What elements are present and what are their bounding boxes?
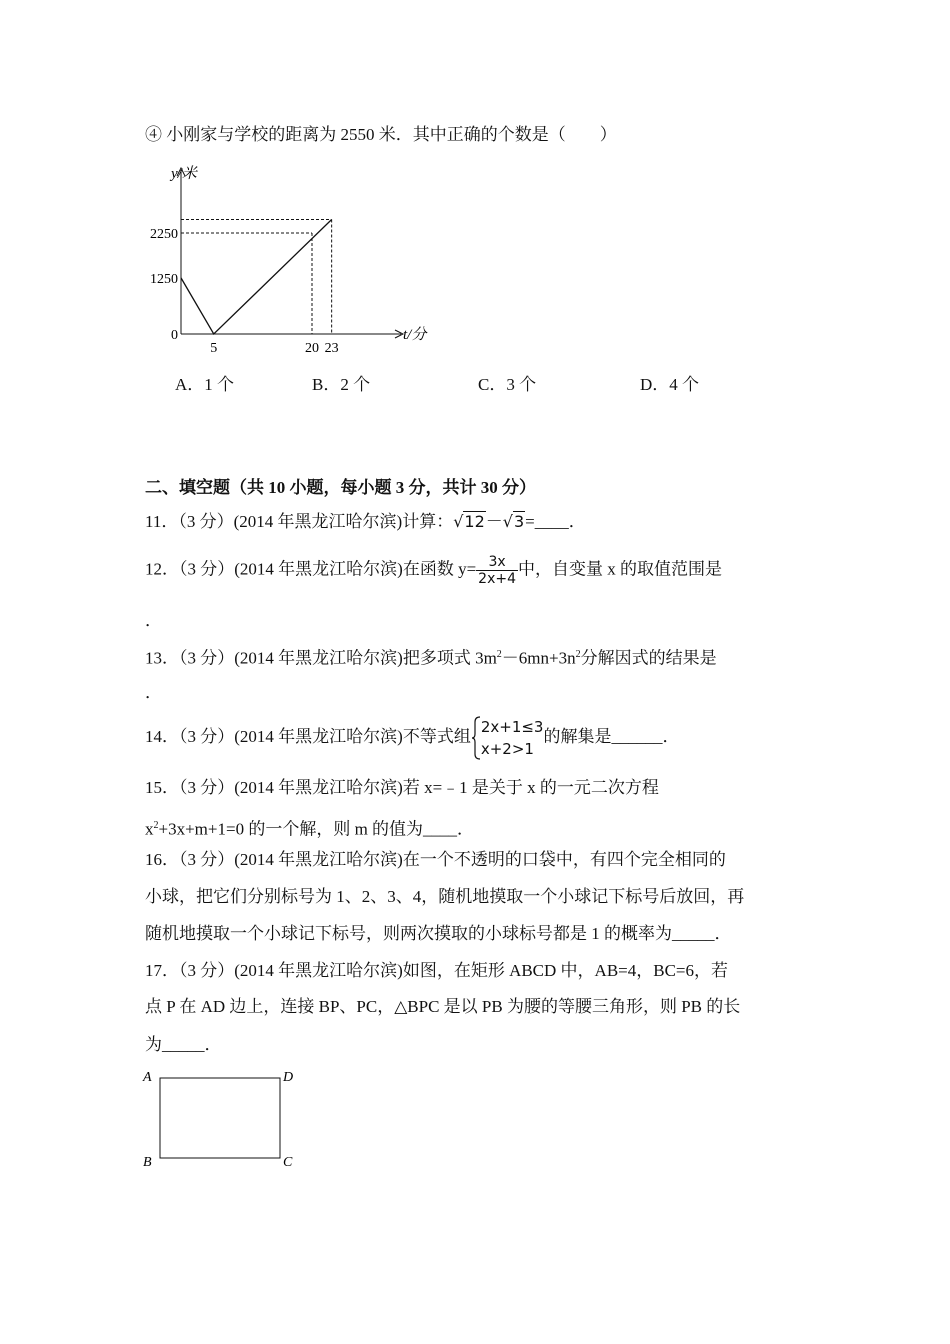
q17-line3: 为_____． xyxy=(145,1035,222,1054)
q16-line3: 随机地摸取一个小球记下标号，则两次摸取的小球标号都是 1 的概率为_____． xyxy=(145,924,732,943)
q16-line1: 16．（3 分）(2014 年黑龙江哈尔滨)在一个不透明的口袋中，有四个完全相同的 xyxy=(145,850,726,869)
q13-prefix: 13．（3 分）(2014 年黑龙江哈尔滨)把多项式 3m xyxy=(145,648,497,668)
label-d: D xyxy=(283,1070,294,1085)
option-c: C．3 个 xyxy=(478,375,537,394)
q15-sup: 2 xyxy=(153,820,159,831)
x-tick-23: 23 xyxy=(324,341,339,356)
option-b: B．2 个 xyxy=(312,375,371,394)
rectangle-abcd xyxy=(160,1078,280,1158)
sqrt-12-radicand: 12 xyxy=(464,512,485,531)
q15-x: x xyxy=(145,819,154,839)
q12-suffix: 中，自变量 x 的取值范围是 xyxy=(518,559,723,579)
q12-denominator: 2x+4 xyxy=(478,571,517,587)
q17-line1: 17．（3 分）(2014 年黑龙江哈尔滨)如图，在矩形 ABCD 中，AB=4，BC=6，若 xyxy=(145,961,729,980)
q10-tail: ④ 小刚家与学校的距离为 2550 米．其中正确的个数是（ ） xyxy=(145,125,617,144)
q17-line2: 点 P 在 AD 边上，连接 BP、PC，△BPC 是以 PB 为腰的等腰三角形，则 PB 的长 xyxy=(145,997,741,1016)
label-a: A xyxy=(143,1070,152,1085)
q15-line2 xyxy=(145,815,474,841)
q11-suffix: =____． xyxy=(525,512,586,531)
q13-sup1: 2 xyxy=(496,649,502,660)
q13 xyxy=(145,644,717,670)
brace-icon xyxy=(471,716,481,760)
q15-rest: +3x+m+1=0 的一个解，则 m 的值为____． xyxy=(158,819,475,839)
q11-prefix: 11．（3 分）(2014 年黑龙江哈尔滨)计算： xyxy=(145,512,454,531)
q12 xyxy=(145,554,722,587)
q14-suffix: 的解集是______． xyxy=(543,726,680,746)
x-tick-5: 5 xyxy=(210,341,218,356)
rectangle-figure xyxy=(140,1064,320,1174)
y-tick-0: 0 xyxy=(171,328,178,343)
label-c: C xyxy=(283,1155,293,1170)
q16-line2: 小球，把它们分别标号为 1、2、3、4，随机地摸取一个小球记下标号后放回，再 xyxy=(145,887,745,906)
section2-title: 二、填空题（共 10 小题，每小题 3 分，共计 30 分） xyxy=(145,478,536,497)
q12-prefix: 12．（3 分）(2014 年黑龙江哈尔滨)在函数 y= xyxy=(145,559,477,579)
q13-suffix: 分解因式的结果是 xyxy=(580,648,717,668)
label-b: B xyxy=(143,1155,152,1170)
y-axis-label: y/米 xyxy=(171,166,197,182)
y-tick-2250: 2250 xyxy=(150,226,178,242)
sqrt-12: √12 xyxy=(453,512,485,531)
q11-minus: － xyxy=(485,512,503,531)
series-line xyxy=(181,220,332,334)
q12-fraction xyxy=(476,554,518,587)
q13-line2: ． xyxy=(145,683,162,702)
distance-time-graph xyxy=(145,160,445,370)
inequality-1: 2x+1≤3 xyxy=(480,718,544,736)
x-tick-20: 20 xyxy=(305,341,319,356)
q13-sup2: 2 xyxy=(575,649,581,660)
q15-line1: 15．（3 分）(2014 年黑龙江哈尔滨)若 x=﹣1 是关于 x 的一元二次方程 xyxy=(145,778,659,797)
option-a: A．1 个 xyxy=(175,375,235,394)
q11 xyxy=(145,511,586,533)
inequality-2: x+2>1 xyxy=(480,740,534,758)
inequality-system xyxy=(471,716,544,760)
sqrt-3: √3 xyxy=(502,512,525,531)
y-tick-1250: 1250 xyxy=(150,271,178,287)
x-axis-label: t/分 xyxy=(403,327,427,343)
q13-mid: －6mn+3n xyxy=(501,648,576,668)
option-d: D．4 个 xyxy=(640,375,700,394)
q14-prefix: 14．（3 分）(2014 年黑龙江哈尔滨)不等式组 xyxy=(145,726,471,746)
sqrt-3-radicand: 3 xyxy=(513,512,525,531)
q12-numerator: 3x xyxy=(476,554,518,571)
q12-line2: ． xyxy=(145,611,162,630)
q14 xyxy=(145,716,679,760)
